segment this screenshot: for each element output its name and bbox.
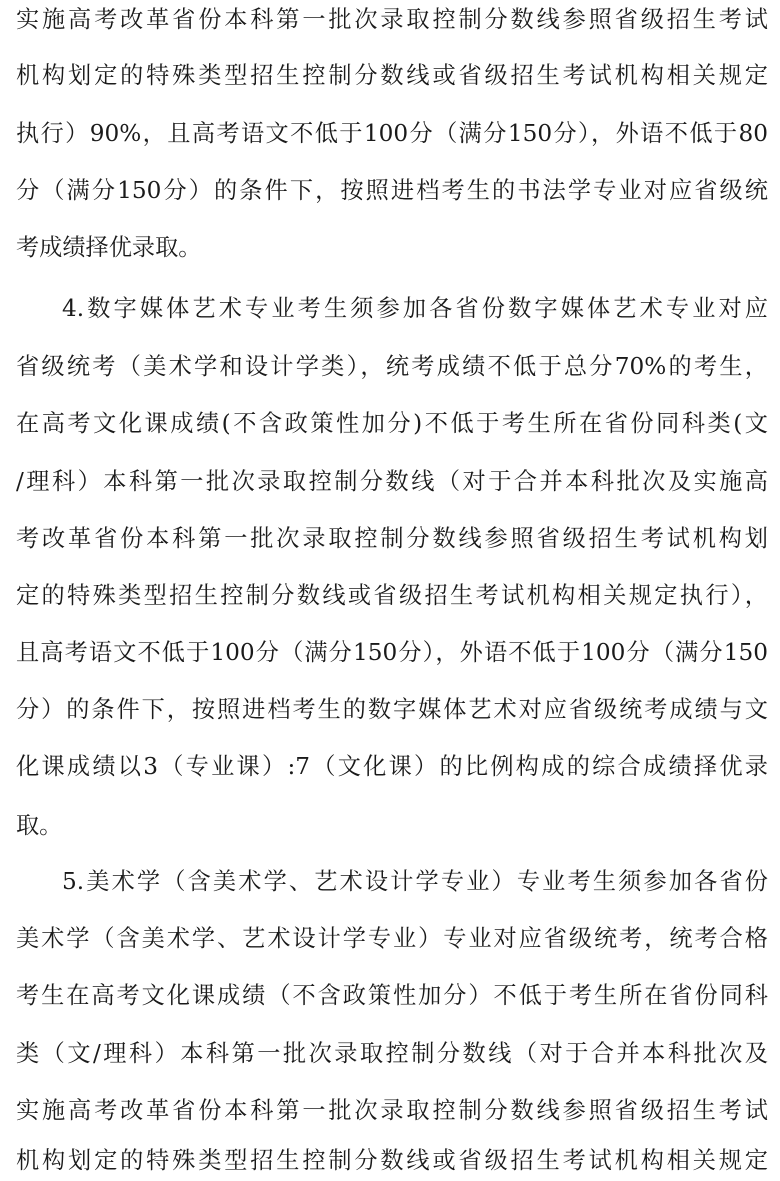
paragraph-start-line: 4.数字媒体艺术专业考生须参加各省份数字媒体艺术专业对应 bbox=[62, 295, 768, 322]
text-line: 美术学（含美术学、艺术设计学专业）专业对应省级统考，统考合格 bbox=[16, 925, 768, 952]
paragraph-start-line: 5.美术学（含美术学、艺术设计学专业）专业考生须参加各省份 bbox=[62, 868, 768, 895]
text-line: 机构划定的特殊类型招生控制分数线或省级招生考试机构相关规定 bbox=[16, 62, 768, 89]
text-line: 在高考文化课成绩(不含政策性加分)不低于考生所在省份同科类(文 bbox=[16, 410, 768, 437]
text-line: 执行）90%，且高考语文不低于100分（满分150分），外语不低于80 bbox=[16, 120, 768, 147]
text-line: 考成绩择优录取。 bbox=[16, 234, 202, 261]
text-line: 类（文/理科）本科第一批次录取控制分数线（对于合并本科批次及 bbox=[16, 1040, 768, 1067]
text-line: 取。 bbox=[16, 812, 63, 839]
text-line: 且高考语文不低于100分（满分150分），外语不低于100分（满分150 bbox=[16, 639, 768, 666]
text-line: 考改革省份本科第一批次录取控制分数线参照省级招生考试机构划 bbox=[16, 525, 768, 552]
text-line: 分（满分150分）的条件下，按照进档考生的书法学专业对应省级统 bbox=[16, 177, 768, 204]
text-line: 化课成绩以3（专业课）:7（文化课）的比例构成的综合成绩择优录 bbox=[16, 753, 768, 780]
text-line: 考生在高考文化课成绩（不含政策性加分）不低于考生所在省份同科 bbox=[16, 982, 768, 1009]
text-line: 省级统考（美术学和设计学类），统考成绩不低于总分70%的考生， bbox=[16, 353, 768, 380]
text-line: /理科）本科第一批次录取控制分数线（对于合并本科批次及实施高 bbox=[16, 468, 768, 495]
text-line: 机构划定的特殊类型招生控制分数线或省级招生考试机构相关规定 bbox=[16, 1147, 768, 1174]
text-line: 实施高考改革省份本科第一批次录取控制分数线参照省级招生考试 bbox=[16, 6, 768, 33]
text-line: 定的特殊类型招生控制分数线或省级招生考试机构相关规定执行）， bbox=[16, 582, 768, 609]
text-line: 实施高考改革省份本科第一批次录取控制分数线参照省级招生考试 bbox=[16, 1097, 768, 1124]
text-line: 分）的条件下，按照进档考生的数字媒体艺术对应省级统考成绩与文 bbox=[16, 696, 768, 723]
